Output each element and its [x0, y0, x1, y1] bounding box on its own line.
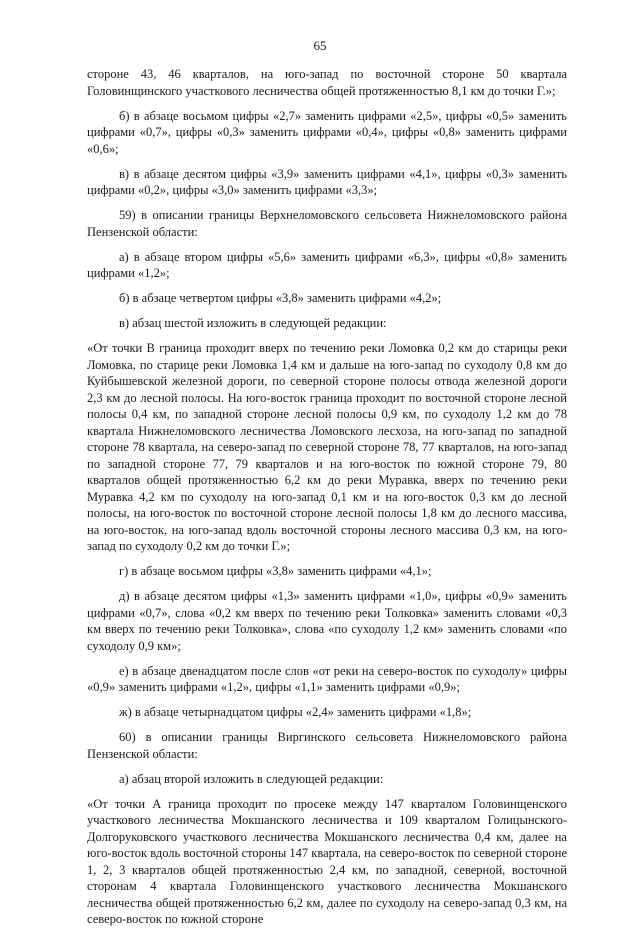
paragraph: в) в абзаце десятом цифры «3,9» заменить цифрами «4,1», цифры «0,3» заменить цифрами «0,2», цифры «3,0» заменить цифрами «3,3»;	[87, 166, 567, 197]
paragraph: а) абзац второй изложить в следующей редакции:	[119, 771, 384, 786]
paragraph: д) в абзаце десятом цифры «1,3» заменить цифрами «1,0», цифры «0,9» заменить цифрами «0,7», слова «0,2 км вверх по течению реки Толковка» заменить словами «0,3 км вверх по течению реки Толковка», слова «по суходолу 1,2 км» заменить словами «по суходолу 0,9 км»;	[87, 589, 567, 653]
paragraph: ж) в абзаце четырнадцатом цифры «2,4» заменить цифрами «1,8»;	[119, 705, 472, 719]
paragraph: 60) в описании границы Виргинского сельсовета Нижнеломовского района Пензенской области:	[87, 730, 567, 761]
paragraph: стороне 43, 46 кварталов, на юго-запад по восточной стороне 50 квартала Головинщинского участкового лесничества общей протяженностью 8,1 км до точки Г.»;	[87, 67, 567, 98]
paragraph: в) абзац шестой изложить в следующей редакции:	[119, 316, 387, 330]
paragraph: «От точки В граница проходит вверх по течению реки Ломовка 0,2 км до старицы реки Ломовка, по старице реки Ломовка 1,4 км и дальше на юго-запад по суходолу 0,8 км до Куйбышевской железной дороги, по северной стороне полосы отвода железной дороги 2,3 км до лесной полосы. На юго-восток граница проходит по восточной стороне лесной полосы 0,4 км, по западной стороне лесной полосы 0,9 км, по суходолу 1,2 км до 78 квартала Нижнеломовского лесничества Ломовского лесхоза, на юго-запад по западной стороне 78 квартала, на северо-запад по северной стороне 78, 77 кварталов, на юго-запад по западной стороне 77, 79 кварталов и на юго-восток по южной стороне 79, 80 кварталов общей протяженностью 6,2 км до реки Муравка, вверх по течению реки Муравка 4,2 км по суходолу на юго-запад 0,1 км и на юго-восток 0,3 км до лесной полосы, на юго-восток по восточной стороне лесной полосы 1,8 км до лесного массива, на юго-восток, на юго-запад вдоль восточной стороны лесного массива 0,3 км, на юго-запад по суходолу 0,2 км до точки Г.»;	[87, 341, 567, 553]
page-number: 65	[313, 38, 327, 53]
paragraph: 59) в описании границы Верхнеломовского сельсовета Нижнеломовского района Пензенской области:	[87, 208, 567, 239]
paragraph: б) в абзаце четвертом цифры «3,8» заменить цифрами «4,2»;	[119, 291, 442, 305]
paragraph: г) в абзаце восьмом цифры «3,8» заменить цифрами «4,1»;	[119, 564, 432, 578]
paragraph: а) в абзаце втором цифры «5,6» заменить цифрами «6,3», цифры «0,8» заменить цифрами «1,2»;	[87, 249, 567, 280]
paragraph: б) в абзаце восьмом цифры «2,7» заменить цифрами «2,5», цифры «0,5» заменить цифрами «0,7», цифры «0,3» заменить цифрами «0,4», цифры «0,8» заменить цифрами «0,6»;	[87, 108, 567, 156]
document-body	[87, 66, 567, 936]
paragraph: «От точки А граница проходит по просеке между 147 кварталом Головинщенского участкового лесничества Мокшанского лесничества и 109 кварталом Голицынского-Долгоруковского участкового лесничества Мокшанского лесничества 0,4 км, далее на юго-восток вдоль восточной стороны 147 квартала, на северо-восток по северной стороне 1, 2, 3 кварталов общей протяженностью 2,4 км, по западной, северной, восточной сторонам 4 квартала Головинщенского участкового лесничества Мокшанского лесничества общей протяженностью 6,2 км, далее по суходолу на северо-запад 0,3 км, на северо-восток по южной стороне	[87, 796, 567, 926]
paragraph: е) в абзаце двенадцатом после слов «от реки на северо-восток по суходолу» цифры «0,9» заменить цифрами «1,2», цифры «1,1» заменить цифрами «0,9»;	[87, 663, 567, 694]
